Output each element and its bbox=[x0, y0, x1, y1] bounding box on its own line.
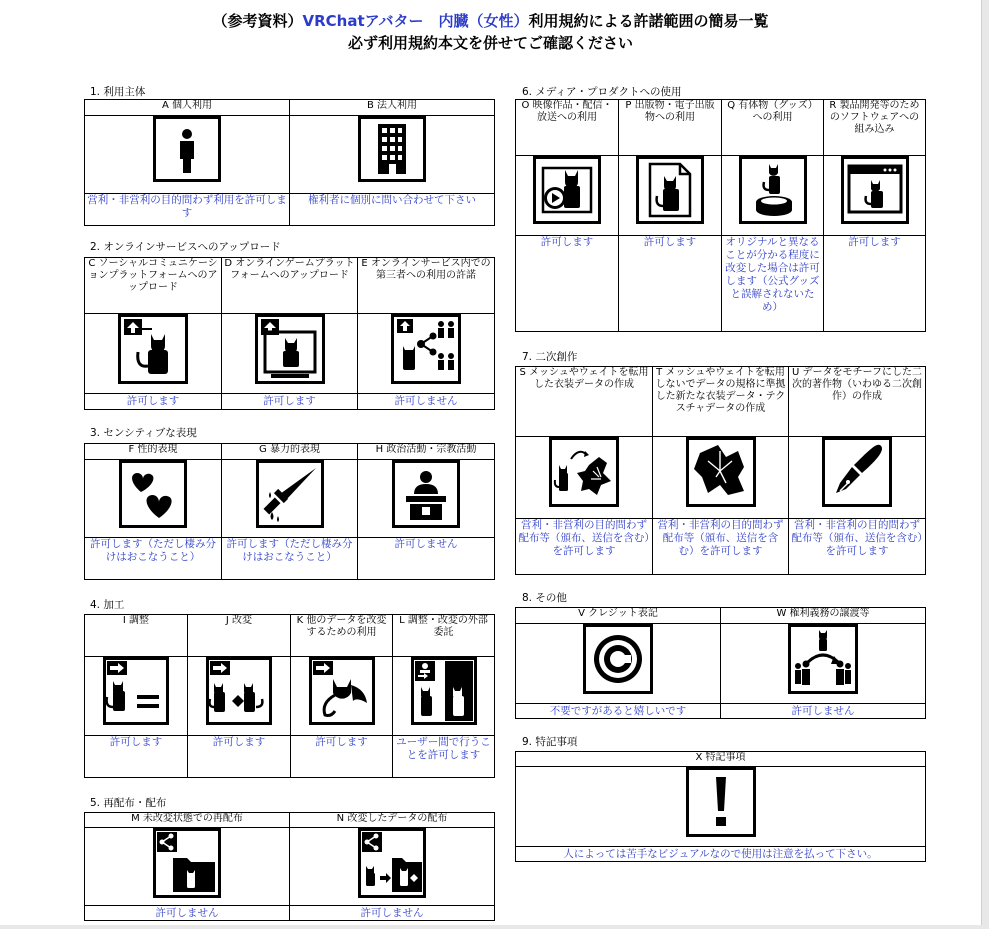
header-G: G 暴力的表現 bbox=[222, 444, 358, 460]
cell-icon-P bbox=[619, 156, 722, 236]
header-N: N 改変したデータの配布 bbox=[290, 813, 495, 828]
share-folder-icon bbox=[153, 828, 221, 898]
result-R: 許可します bbox=[824, 236, 926, 332]
result-V: 不要ですがあると嬉しいです bbox=[516, 704, 721, 719]
result-I: 許可します bbox=[85, 736, 188, 778]
title-highlight: VRChatアバター 内臓（女性） bbox=[302, 12, 529, 30]
section-label-4: 4. 加工 bbox=[90, 599, 125, 611]
copyright-icon bbox=[583, 624, 653, 694]
cell-icon-U bbox=[789, 437, 926, 519]
outsource-icon bbox=[411, 657, 477, 725]
header-C: C ソーシャルコミュニケーションプラットフォームへのアップロード bbox=[85, 258, 222, 314]
mesh-transfer-icon bbox=[549, 437, 619, 507]
header-H: H 政治活動・宗教活動 bbox=[358, 444, 495, 460]
header-L: L 調整・改変の外部委託 bbox=[393, 615, 495, 657]
header-J: J 改変 bbox=[188, 615, 291, 657]
result-J: 許可します bbox=[188, 736, 291, 778]
result-W: 許可しません bbox=[721, 704, 926, 719]
result-B: 権利者に個別に問い合わせて下さい bbox=[290, 194, 495, 226]
modify-icon bbox=[206, 657, 272, 725]
adjust-icon bbox=[103, 657, 169, 725]
hearts-icon bbox=[119, 460, 187, 528]
new-costume-icon bbox=[686, 437, 756, 507]
cell-icon-W bbox=[721, 624, 926, 704]
software-window-icon bbox=[841, 156, 909, 224]
cell-icon-R bbox=[824, 156, 926, 236]
section-label-8: 8. その他 bbox=[522, 592, 567, 604]
title-suffix: 利用規約による許諾範囲の簡易一覧 bbox=[528, 12, 769, 30]
cell-icon-D bbox=[222, 314, 358, 394]
title-prefix: （参考資料） bbox=[212, 12, 303, 30]
result-N: 許可しません bbox=[290, 906, 495, 921]
section-table-2 bbox=[84, 257, 495, 410]
cell-icon-A bbox=[85, 116, 290, 194]
cell-icon-I bbox=[85, 657, 188, 736]
section-table-6 bbox=[515, 99, 926, 332]
result-P: 許可します bbox=[619, 236, 722, 332]
upload-share-icon bbox=[391, 314, 461, 384]
header-A: A 個人利用 bbox=[85, 100, 290, 116]
section-label-5: 5. 再配布・配布 bbox=[90, 797, 167, 809]
cell-icon-G bbox=[222, 460, 358, 538]
header-R: R 製品開発等のためのソフトウェアへの組み込み bbox=[824, 100, 926, 156]
header-S: S メッシュやウェイトを転用した衣装データの作成 bbox=[516, 367, 653, 437]
section-table-7 bbox=[515, 366, 926, 575]
result-G: 許可します（ただし棲み分けはおこなうこと） bbox=[222, 538, 358, 580]
result-O: 許可します bbox=[516, 236, 619, 332]
cell-icon-X bbox=[516, 767, 926, 847]
section-label-7: 7. 二次創作 bbox=[522, 351, 578, 363]
upload-avatar-icon bbox=[118, 314, 188, 384]
section-table-9 bbox=[515, 751, 926, 862]
title-notice: 必ず利用規約本文を併せてご確認ください bbox=[347, 34, 633, 52]
publication-icon bbox=[636, 156, 704, 224]
result-S: 営利・非営利の目的問わず配布等（頒布、送信を含む）を許可します bbox=[516, 519, 653, 575]
figure-goods-icon bbox=[739, 156, 807, 224]
cell-icon-M bbox=[85, 828, 290, 906]
result-Q: オリジナルと異なることが分かる程度に改変した場合は許可します（公式グッズと誤解されないため） bbox=[722, 236, 824, 332]
podium-speaker-icon bbox=[392, 460, 460, 528]
cell-icon-Q bbox=[722, 156, 824, 236]
result-H: 許可しません bbox=[358, 538, 495, 580]
video-play-icon bbox=[533, 156, 601, 224]
section-label-1: 1. 利用主体 bbox=[90, 86, 146, 98]
section-label-9: 9. 特記事項 bbox=[522, 736, 578, 748]
result-K: 許可します bbox=[291, 736, 393, 778]
result-M: 許可しません bbox=[85, 906, 290, 921]
result-X: 人によっては苦手なビジュアルなので使用は注意を払って下さい。 bbox=[516, 847, 926, 862]
office-building-icon bbox=[358, 116, 426, 182]
section-label-3: 3. センシティブな表現 bbox=[90, 427, 197, 439]
pen-nib-icon bbox=[822, 437, 892, 507]
exclamation-icon bbox=[686, 767, 756, 837]
header-P: P 出版物・電子出版物への利用 bbox=[619, 100, 722, 156]
page-bottom-edge bbox=[0, 925, 989, 929]
result-F: 許可します（ただし棲み分けはおこなうこと） bbox=[85, 538, 222, 580]
result-A: 営利・非営利の目的問わず利用を許可します bbox=[85, 194, 290, 226]
person-icon bbox=[153, 116, 221, 182]
header-D: D オンラインゲームプラットフォームへのアップロード bbox=[222, 258, 358, 314]
section-table-5 bbox=[84, 812, 495, 921]
header-B: B 法人利用 bbox=[290, 100, 495, 116]
upload-monitor-icon bbox=[255, 314, 325, 384]
cell-icon-S bbox=[516, 437, 653, 519]
header-V: V クレジット表記 bbox=[516, 608, 721, 624]
section-table-3 bbox=[84, 443, 495, 580]
header-M: M 未改変状態での再配布 bbox=[85, 813, 290, 828]
cell-icon-J bbox=[188, 657, 291, 736]
rights-transfer-icon bbox=[788, 624, 858, 694]
header-X: X 特記事項 bbox=[516, 752, 926, 767]
cell-icon-H bbox=[358, 460, 495, 538]
share-modified-icon bbox=[358, 828, 426, 898]
section-table-8 bbox=[515, 607, 926, 719]
header-K: K 他のデータを改変するための利用 bbox=[291, 615, 393, 657]
cell-icon-F bbox=[85, 460, 222, 538]
header-T: T メッシュやウェイトを転用しないでデータの規格に準拠した新たな衣装データ・テクスチャデータの作成 bbox=[653, 367, 789, 437]
cell-icon-V bbox=[516, 624, 721, 704]
page-edge bbox=[981, 0, 989, 929]
cell-icon-L bbox=[393, 657, 495, 736]
result-E: 許可しません bbox=[358, 394, 495, 410]
cell-icon-N bbox=[290, 828, 495, 906]
result-U: 営利・非営利の目的問わず配布等（頒布、送信を含む）を許可します bbox=[789, 519, 926, 575]
cell-icon-T bbox=[653, 437, 789, 519]
cell-icon-C bbox=[85, 314, 222, 394]
section-label-2: 2. オンラインサービスへのアップロード bbox=[90, 241, 281, 253]
section-table-1 bbox=[84, 99, 495, 226]
header-Q: Q 有体物（グッズ）への利用 bbox=[722, 100, 824, 156]
page-title bbox=[0, 10, 981, 54]
result-C: 許可します bbox=[85, 394, 222, 410]
reuse-data-icon bbox=[309, 657, 375, 725]
header-W: W 権利義務の譲渡等 bbox=[721, 608, 926, 624]
result-D: 許可します bbox=[222, 394, 358, 410]
header-O: O 映像作品・配信・放送への利用 bbox=[516, 100, 619, 156]
cell-icon-E bbox=[358, 314, 495, 394]
header-F: F 性的表現 bbox=[85, 444, 222, 460]
header-U: U データをモチーフにした二次的著作物（いわゆる二次創作）の作成 bbox=[789, 367, 926, 437]
cell-icon-O bbox=[516, 156, 619, 236]
result-T: 営利・非営利の目的問わず配布等（頒布、送信を含む）を許可します bbox=[653, 519, 789, 575]
knife-icon bbox=[256, 460, 324, 528]
cell-icon-K bbox=[291, 657, 393, 736]
header-I: I 調整 bbox=[85, 615, 188, 657]
header-E: E オンラインサービス内での第三者への利用の許諾 bbox=[358, 258, 495, 314]
section-label-6: 6. メディア・プロダクトへの使用 bbox=[522, 86, 682, 98]
result-L: ユーザー間で行うことを許可します bbox=[393, 736, 495, 778]
cell-icon-B bbox=[290, 116, 495, 194]
section-table-4 bbox=[84, 614, 495, 778]
